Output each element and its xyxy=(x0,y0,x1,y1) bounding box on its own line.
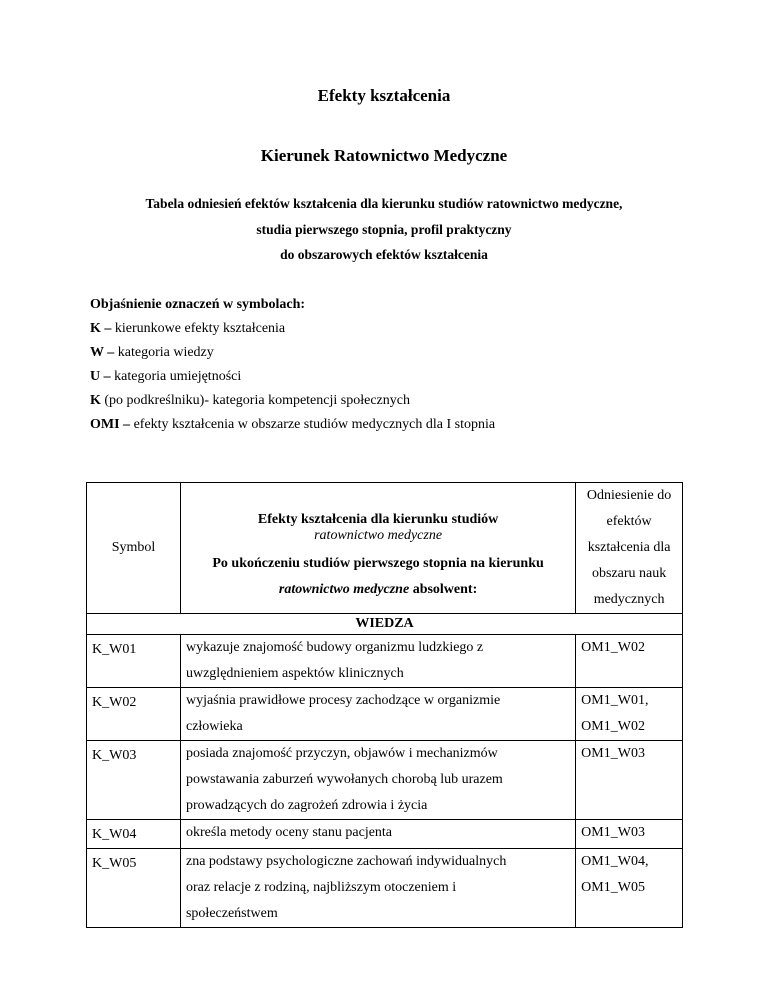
intro-line-3: do obszarowych efektów kształcenia xyxy=(280,247,488,262)
symbol-legend xyxy=(90,293,495,437)
row-reference: OM1_W03 xyxy=(576,820,683,849)
table-row xyxy=(87,688,683,741)
table-row xyxy=(87,849,683,928)
row-reference: OM1_W01, OM1_W02 xyxy=(576,688,683,741)
legend-item: OMI – efekty kształcenia w obszarze studiów medycznych dla I stopnia xyxy=(90,417,496,432)
row-description: określa metody oceny stanu pacjenta xyxy=(180,820,575,849)
section-title: WIEDZA xyxy=(87,614,683,635)
table-header-row xyxy=(87,483,683,614)
table-row xyxy=(87,820,683,849)
row-reference: OM1_W04, OM1_W05 xyxy=(576,849,683,928)
row-reference: OM1_W03 xyxy=(576,741,683,820)
legend-heading: Objaśnienie oznaczeń w symbolach: xyxy=(90,297,306,312)
legend-item: K – kierunkowe efekty kształcenia xyxy=(90,321,286,336)
row-description: wykazuje znajomość budowy organizmu ludzkiego z uwzględnieniem aspektów klinicznych xyxy=(180,635,575,688)
header-symbol: Symbol xyxy=(87,483,181,614)
row-symbol: K_W01 xyxy=(87,635,181,688)
effects-table xyxy=(86,482,683,928)
header-reference: Odniesienie do efektów kształcenia dla obszaru nauk medycznych xyxy=(576,483,683,614)
row-description: posiada znajomość przyczyn, objawów i mechanizmów powstawania zaburzeń wywołanych chorobą lub urazem prowadzących do zagrożeń zdrowia i życia xyxy=(180,741,575,820)
table-row xyxy=(87,741,683,820)
row-description: wyjaśnia prawidłowe procesy zachodzące w organizmie człowieka xyxy=(180,688,575,741)
table-row xyxy=(87,635,683,688)
row-reference: OM1_W02 xyxy=(576,635,683,688)
document-subtitle: Kierunek Ratownictwo Medyczne xyxy=(260,146,508,165)
legend-item: U – kategoria umiejętności xyxy=(90,369,242,384)
row-symbol: K_W03 xyxy=(87,741,181,820)
header-description: Efekty kształcenia dla kierunku studiów ratownictwo medyczne Po ukończeniu studiów pierwszego stopnia na kierunku ratownictwo medyczne absolwent: xyxy=(180,483,575,614)
intro-line-2: studia pierwszego stopnia, profil praktyczny xyxy=(256,222,512,237)
intro-line-1: Tabela odniesień efektów kształcenia dla kierunku studiów ratownictwo medyczne, xyxy=(145,196,623,211)
section-row xyxy=(87,614,683,635)
row-description: zna podstawy psychologiczne zachowań indywidualnych oraz relacje z rodziną, najbliższym otoczeniem i społeczeństwem xyxy=(180,849,575,928)
legend-item: K (po podkreślniku)- kategoria kompetencji społecznych xyxy=(90,393,410,408)
row-symbol: K_W04 xyxy=(87,820,181,849)
row-symbol: K_W02 xyxy=(87,688,181,741)
legend-item: W – kategoria wiedzy xyxy=(90,345,214,360)
row-symbol: K_W05 xyxy=(87,849,181,928)
document-title: Efekty kształcenia xyxy=(317,86,451,105)
